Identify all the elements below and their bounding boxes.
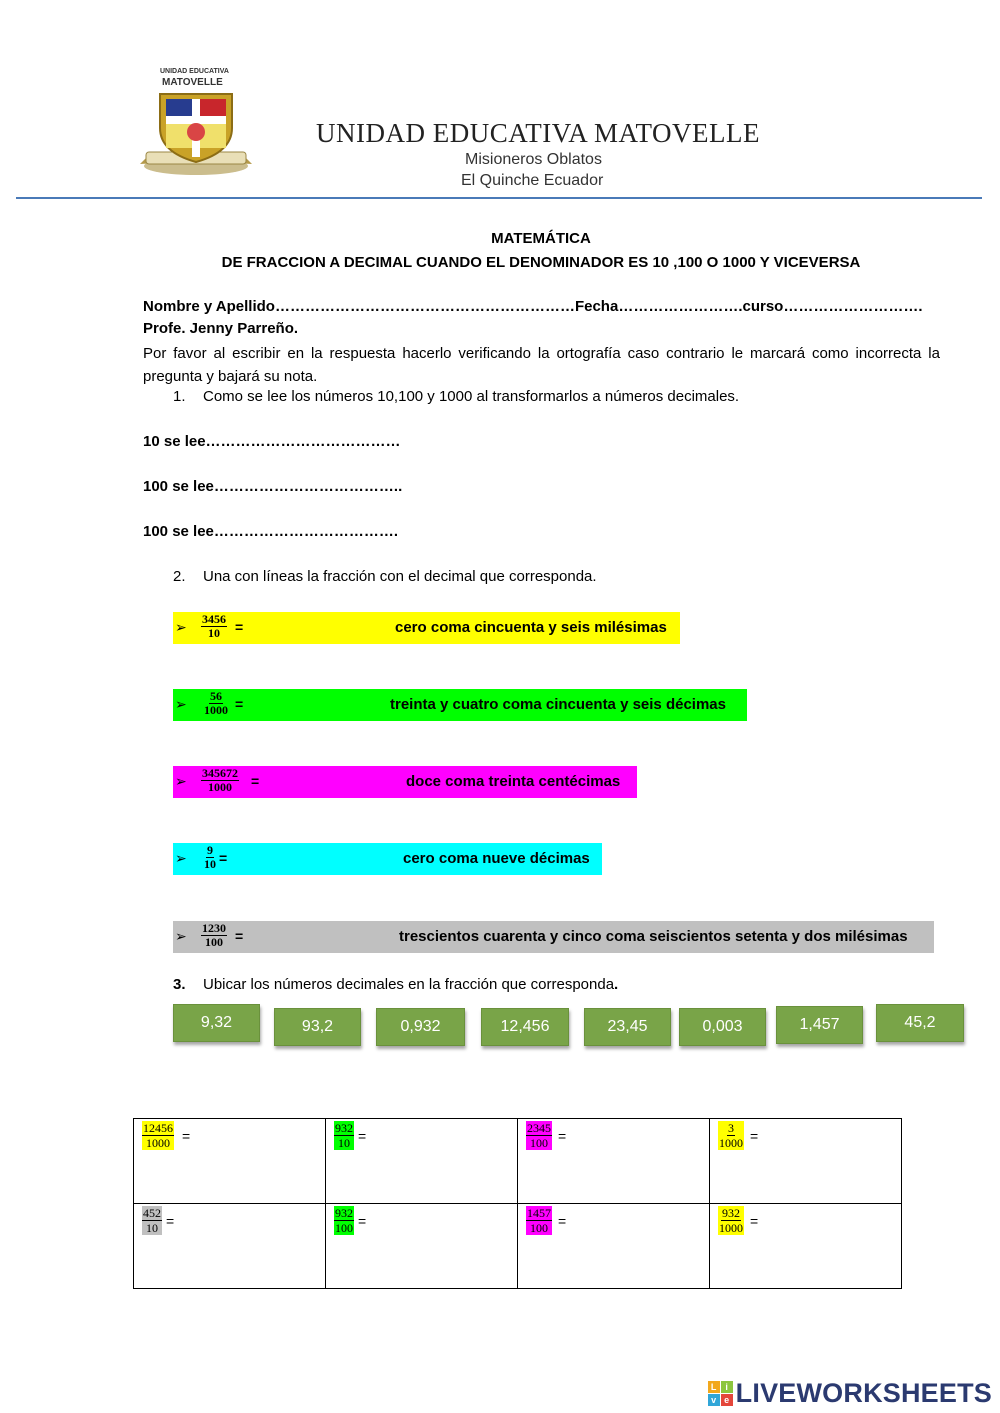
match-row-1-label: cero coma cincuenta y seis milésimas — [395, 619, 667, 636]
bullet-arrow-icon: ➢ — [175, 773, 187, 789]
equals-sign: = — [235, 619, 244, 635]
logo-letter: i — [721, 1381, 733, 1393]
equals-sign: = — [558, 1213, 567, 1229]
cell-fraction — [142, 1121, 174, 1150]
fraction-numerator: 2345 — [527, 1121, 551, 1135]
fraction-denominator: 10 — [208, 626, 220, 640]
fraction-denominator: 10 — [146, 1221, 158, 1235]
drop-cell[interactable] — [134, 1119, 326, 1204]
match-row-4[interactable] — [173, 843, 602, 875]
drop-cell[interactable] — [326, 1119, 518, 1204]
question-2-text: Una con líneas la fracción con el decimal que corresponda. — [203, 568, 597, 585]
answer-line-2[interactable]: 100 se lee……………………………….. — [143, 478, 403, 495]
fraction-denominator: 1000 — [204, 703, 228, 717]
fraction-denominator: 1000 — [719, 1136, 743, 1150]
logo-letter: L — [708, 1381, 720, 1393]
answer-line-1[interactable]: 10 se lee………………………………… — [143, 433, 401, 450]
school-name: UNIDAD EDUCATIVA MATOVELLE — [316, 118, 760, 148]
cell-fraction — [334, 1206, 354, 1235]
draggable-chip-4[interactable]: 12,456 — [481, 1008, 569, 1046]
fraction-denominator: 1000 — [146, 1136, 170, 1150]
equals-sign: = — [182, 1128, 191, 1144]
equals-sign: = — [166, 1213, 175, 1229]
equals-sign: = — [750, 1128, 759, 1144]
draggable-chip-8[interactable]: 45,2 — [876, 1004, 964, 1042]
fraction-numerator: 9 — [207, 843, 213, 857]
match-row-4-fraction — [203, 844, 217, 871]
fraction-numerator: 452 — [143, 1206, 161, 1220]
bullet-arrow-icon: ➢ — [175, 619, 187, 635]
fraction-numerator: 932 — [722, 1206, 740, 1220]
match-row-2-label: treinta y cuatro coma cincuenta y seis décimas — [390, 696, 726, 713]
match-row-1[interactable] — [173, 612, 680, 644]
fraction-numerator: 932 — [335, 1121, 353, 1135]
bullet-arrow-icon: ➢ — [175, 850, 187, 866]
question-3-period: . — [614, 976, 619, 993]
fraction-denominator: 1000 — [719, 1221, 743, 1235]
cell-fraction — [718, 1121, 744, 1150]
answer-table — [133, 1118, 902, 1289]
bullet-arrow-icon: ➢ — [175, 696, 187, 712]
match-row-5-fraction — [201, 922, 227, 949]
match-row-1-fraction — [201, 613, 227, 640]
school-subtitle-2: El Quinche Ecuador — [461, 172, 604, 189]
drop-cell[interactable] — [326, 1204, 518, 1289]
match-row-3[interactable] — [173, 766, 637, 798]
question-2 — [173, 568, 597, 585]
draggable-chip-7[interactable]: 1,457 — [776, 1006, 863, 1044]
drop-cell[interactable] — [518, 1204, 710, 1289]
equals-sign: = — [235, 696, 244, 712]
drop-cell[interactable] — [134, 1204, 326, 1289]
equals-sign: = — [358, 1128, 367, 1144]
draggable-chip-2[interactable]: 93,2 — [274, 1008, 361, 1046]
question-1-number: 1. — [173, 388, 186, 405]
fraction-denominator: 100 — [530, 1136, 548, 1150]
equals-sign: = — [251, 773, 260, 789]
subject-title: MATEMÁTICA — [491, 230, 591, 247]
equals-sign: = — [358, 1213, 367, 1229]
equals-sign: = — [750, 1213, 759, 1229]
draggable-chip-3[interactable]: 0,932 — [376, 1008, 465, 1046]
fraction-numerator: 3 — [728, 1121, 734, 1135]
equals-sign: = — [235, 928, 244, 944]
question-3-number: 3. — [173, 976, 186, 993]
drop-cell[interactable] — [518, 1119, 710, 1204]
draggable-chip-6[interactable]: 0,003 — [679, 1008, 766, 1046]
fraction-denominator: 100 — [205, 935, 223, 949]
teacher-name: Profe. Jenny Parreño. — [143, 320, 299, 337]
fraction-numerator: 345672 — [202, 766, 238, 780]
match-row-3-fraction — [201, 767, 239, 794]
school-subtitle-1: Misioneros Oblatos — [465, 151, 602, 168]
logo-letter: e — [721, 1394, 733, 1406]
fraction-numerator: 1457 — [527, 1206, 551, 1220]
drop-cell[interactable] — [710, 1119, 902, 1204]
liveworksheets-logo-icon — [708, 1381, 733, 1406]
match-row-4-label: cero coma nueve décimas — [403, 850, 590, 867]
match-row-5[interactable] — [173, 921, 934, 953]
draggable-chip-5[interactable]: 23,45 — [584, 1008, 671, 1046]
fraction-denominator: 10 — [204, 857, 216, 871]
match-row-2[interactable] — [173, 689, 747, 721]
fraction-denominator: 10 — [338, 1136, 350, 1150]
header-divider — [16, 197, 982, 199]
instructions: Por favor al escribir en la respuesta hacerlo verificando la ortografía caso contrario le marcará como incorrecta la pregunta y bajará su nota. — [143, 345, 940, 385]
question-1-text: Como se lee los números 10,100 y 1000 al transformarlos a números decimales. — [203, 388, 740, 405]
equals-sign: = — [558, 1128, 567, 1144]
bullet-arrow-icon: ➢ — [175, 928, 187, 944]
table-row — [134, 1119, 902, 1204]
match-row-5-label: trescientos cuarenta y cinco coma seiscientos setenta y dos milésimas — [399, 928, 908, 945]
liveworksheets-brand — [708, 1378, 992, 1409]
answer-line-3[interactable]: 100 se lee………………………………. — [143, 523, 399, 540]
question-3-text: Ubicar los números decimales en la fracción que corresponda — [203, 976, 615, 993]
logo-letter: v — [708, 1394, 720, 1406]
brand-wordmark: LIVEWORKSHEETS — [735, 1378, 992, 1408]
match-row-3-label: doce coma treinta centécimas — [406, 773, 621, 790]
cell-fraction — [142, 1206, 162, 1235]
fraction-denominator: 1000 — [208, 780, 232, 794]
equals-sign: = — [219, 850, 228, 866]
fraction-numerator: 56 — [210, 689, 222, 703]
crest-top-text: UNIDAD EDUCATIVA — [160, 68, 229, 75]
cell-fraction — [526, 1206, 552, 1235]
fraction-numerator: 12456 — [143, 1121, 173, 1135]
drop-cell[interactable] — [710, 1204, 902, 1289]
cell-fraction — [718, 1206, 744, 1235]
question-3 — [173, 976, 618, 993]
topic-title: DE FRACCION A DECIMAL CUANDO EL DENOMINADOR ES 10 ,100 O 1000 Y VICEVERSA — [221, 254, 861, 271]
fraction-numerator: 1230 — [202, 921, 226, 935]
table-row — [134, 1204, 902, 1289]
name-date-course-line[interactable]: Nombre y Apellido……………………………………………………Fecha…………………….curso………………………. — [143, 298, 923, 315]
fraction-denominator: 100 — [335, 1221, 353, 1235]
cell-fraction — [526, 1121, 552, 1150]
fraction-numerator: 3456 — [202, 612, 226, 626]
crest-name-text: MATOVELLE — [162, 77, 223, 88]
draggable-chip-1[interactable]: 9,32 — [173, 1004, 260, 1042]
question-1 — [173, 388, 739, 405]
cell-fraction — [334, 1121, 354, 1150]
match-row-2-fraction — [203, 690, 229, 717]
fraction-denominator: 100 — [530, 1221, 548, 1235]
fraction-numerator: 932 — [335, 1206, 353, 1220]
question-2-number: 2. — [173, 568, 186, 585]
